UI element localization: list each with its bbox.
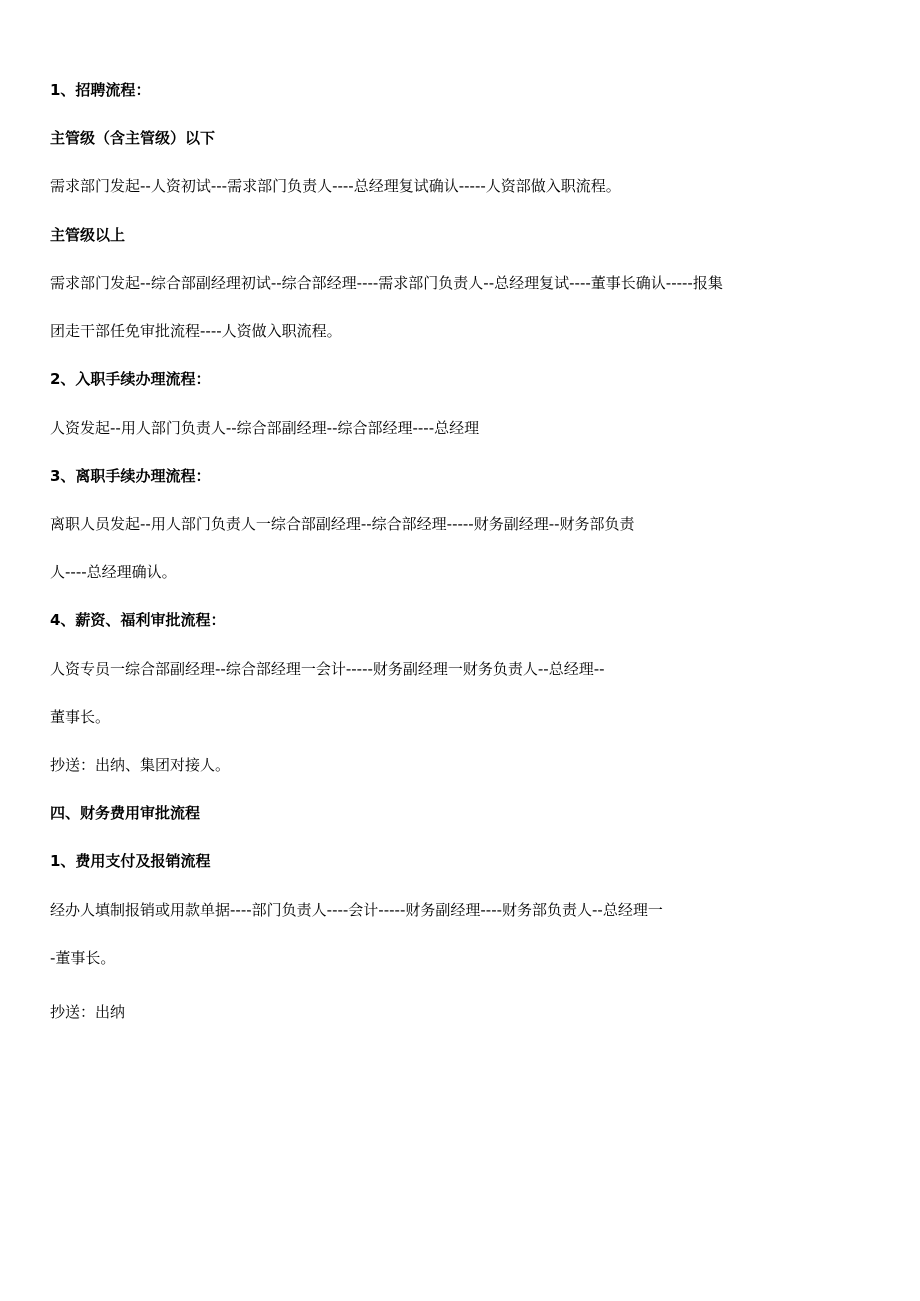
paragraph-salary-cc: 抄送：出纳、集团对接人。 xyxy=(50,756,231,774)
subheading-above-supervisor: 主管级以上 xyxy=(50,226,126,244)
heading-finance-expense-process: 四、财务费用审批流程 xyxy=(50,804,201,822)
subheading-expense-payment: 1、费用支付及报销流程 xyxy=(50,852,211,870)
paragraph-above-supervisor-flow: 需求部门发起--综合部副经理初试--综合部经理----需求部门负责人--总经理复试----董事长确认-----报集 xyxy=(50,274,723,292)
paragraph-expense-flow: 经办人填制报销或用款单据----部门负责人----会计-----财务副经理----财务部负责人--总经理一 xyxy=(50,901,663,919)
paragraph-above-supervisor-flow-cont: 团走干部任免审批流程----人资做入职流程。 xyxy=(50,322,342,340)
paragraph-salary-benefits-flow: 人资专员一综合部副经理--综合部经理一会计-----财务副经理一财务负责人--总经理-- xyxy=(50,660,605,678)
heading-recruitment-process: 1、招聘流程： xyxy=(50,81,151,99)
heading-resignation-process: 3、离职手续办理流程： xyxy=(50,467,211,485)
paragraph-onboarding-flow: 人资发起--用人部门负责人--综合部副经理--综合部经理----总经理 xyxy=(50,419,480,437)
paragraph-expense-flow-cont: -董事长。 xyxy=(50,949,116,967)
heading-salary-benefits-process: 4、薪资、福利审批流程： xyxy=(50,611,226,629)
paragraph-expense-cc: 抄送：出纳 xyxy=(50,1003,126,1021)
paragraph-resignation-flow-cont: 人----总经理确认。 xyxy=(50,563,177,581)
subheading-supervisor-and-below: 主管级（含主管级）以下 xyxy=(50,129,216,147)
heading-onboarding-process: 2、入职手续办理流程： xyxy=(50,370,211,388)
paragraph-salary-benefits-flow-cont: 董事长。 xyxy=(50,708,111,726)
paragraph-supervisor-and-below-flow: 需求部门发起--人资初试---需求部门负责人----总经理复试确认-----人资部做入职流程。 xyxy=(50,177,621,195)
paragraph-resignation-flow: 离职人员发起--用人部门负责人一综合部副经理--综合部经理-----财务副经理--财务部负责 xyxy=(50,515,635,533)
